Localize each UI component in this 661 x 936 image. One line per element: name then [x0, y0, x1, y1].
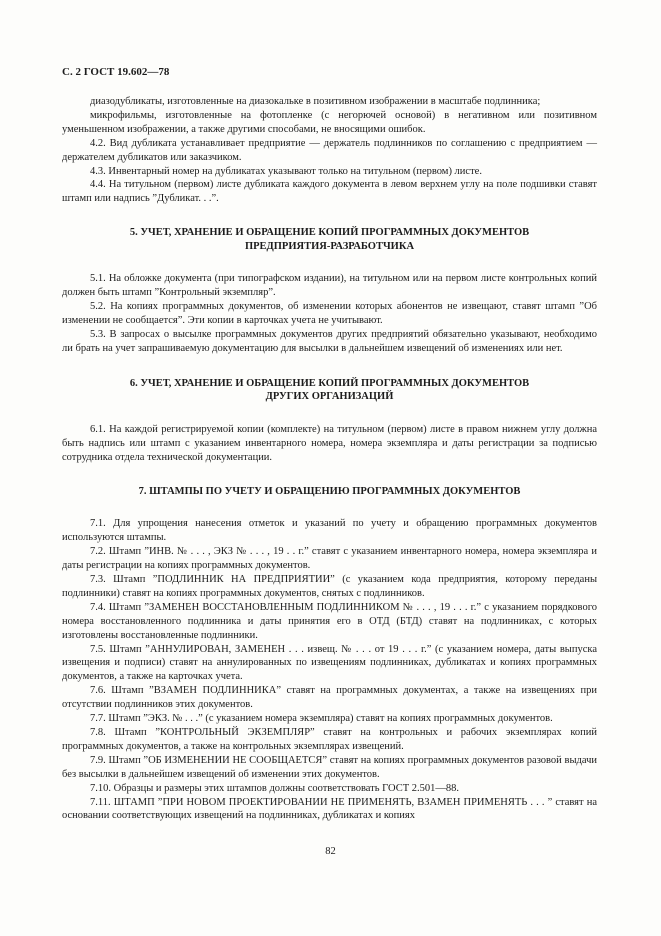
section-5-heading [62, 226, 597, 253]
paragraph: 7.9. Штамп ”ОБ ИЗМЕНЕНИИ НЕ СООБЩАЕТСЯ” ставят на копиях программных документов разовой выдачи без высылки в дальнейшем извещений об изменении этих документов. [62, 754, 597, 780]
section-6-title-line2: ДРУГИХ ОРГАНИЗАЦИЙ [265, 391, 394, 403]
paragraph: 7.10. Образцы и размеры этих штампов должны соответствовать ГОСТ 2.501—88. [90, 782, 459, 794]
paragraph: 4.3. Инвентарный номер на дубликатах указывают только на титульном (первом) листе. [90, 165, 482, 177]
paragraph: 5.1. На обложке документа (при типографском издании), на титульном или на первом листе контрольных копий должен быть штамп ”Контрольный экземпляр”. [62, 273, 597, 299]
paragraph: 4.4. На титульном (первом) листе дубликата каждого документа в левом верхнем углу на поле подшивки ставят штамп или надпись ”Дубликат. . .”. [62, 179, 597, 205]
paragraph: 5.2. На копиях программных документов, об изменении которых абонентов не извещают, ставят штамп ”Об изменении не сообщается”. Эти копии в карточках учета не учитывают. [62, 301, 597, 327]
document-body [62, 95, 597, 823]
section-7-heading: 7. ШТАМПЫ ПО УЧЕТУ И ОБРАЩЕНИЮ ПРОГРАММНЫХ ДОКУМЕНТОВ [138, 485, 521, 497]
paragraph: 7.11. ШТАМП ”ПРИ НОВОМ ПРОЕКТИРОВАНИИ НЕ ПРИМЕНЯТЬ, ВЗАМЕН ПРИМЕНЯТЬ . . . ” ставят на основании соответствующих извещений на подлинниках, дубликатах и копиях [62, 796, 597, 822]
paragraph: 4.2. Вид дубликата устанавливает предприятие — держатель подлинников по соглашению с предприятием — держателем дубликатов или заказчиком. [62, 137, 597, 163]
page-header: С. 2 ГОСТ 19.602—78 [62, 66, 170, 78]
section-5-title-line1: 5. УЧЕТ, ХРАНЕНИЕ И ОБРАЩЕНИЕ КОПИЙ ПРОГРАММНЫХ ДОКУМЕНТОВ [129, 227, 530, 239]
section-6-heading [62, 377, 597, 404]
page-number: 82 [325, 846, 336, 857]
paragraph: 7.2. Штамп ”ИНВ. № . . . , ЭКЗ № . . . , 19 . . г.” ставят с указанием инвентарного номера, номера экземпляра и даты регистрации на копиях программных документов. [62, 546, 597, 572]
paragraph: 7.6. Штамп ”ВЗАМЕН ПОДЛИННИКА” ставят на программных документах, а также на извещениях при отсутствии подлинников этих документов. [62, 685, 597, 711]
paragraph: 6.1. На каждой регистрируемой копии (комплекте) на титульном (первом) листе в правом нижнем углу должна быть надпись или штамп с указанием инвентарного номера, номера экземпляра и даты регистрации за подписью сотрудника отдела технической документации. [62, 424, 597, 463]
paragraph: 5.3. В запросах о высылке программных документов других предприятий обязательно указывают, необходимо ли брать на учет запрашиваемую документацию для высылки в дальнейшем извещений об изменениях или нет. [62, 329, 597, 354]
paragraph: 7.8. Штамп ”КОНТРОЛЬНЫЙ ЭКЗЕМПЛЯР” ставят на контрольных и рабочих экземплярах копий программных документов, а также на контрольных экземплярах извещений. [62, 726, 597, 752]
section-5-title-line2: ПРЕДПРИЯТИЯ-РАЗРАБОТЧИКА [244, 240, 415, 252]
section-6-title-line1: 6. УЧЕТ, ХРАНЕНИЕ И ОБРАЩЕНИЕ КОПИЙ ПРОГРАММНЫХ ДОКУМЕНТОВ [129, 377, 530, 389]
paragraph: диазодубликаты, изготовленные на диазокальке в позитивном изображении в масштабе подлинника; [90, 96, 541, 107]
paragraph: микрофильмы, изготовленные на фотопленке (с негорючей основой) в негативном или позитивном уменьшенном изображении, а также другими способами, не вносящими ошибок. [62, 109, 597, 135]
paragraph: 7.7. Штамп ”ЭКЗ. № . . .” (с указанием номера экземпляра) ставят на копиях программных документов. [90, 713, 553, 725]
paragraph: 7.1. Для упрощения нанесения отметок и указаний по учету и обращению программных документов используются штампы. [62, 518, 597, 544]
paragraph: 7.3. Штамп ”ПОДЛИННИК НА ПРЕДПРИЯТИИ” (с указанием кода предприятия, которому переданы подлинники) ставят на копиях программных документов, снятых с подлинников. [62, 574, 597, 599]
paragraph: 7.5. Штамп ”АННУЛИРОВАН, ЗАМЕНЕН . . . извещ. № . . . от 19 . . . г.” (с указанием номера, даты выпуска извещения и подписи) ставят на аннулированных по извещениям подлинниках, дубликатах и копиях программных документов, а также на карточках учета. [62, 643, 597, 683]
paragraph: 7.4. Штамп ”ЗАМЕНЕН ВОССТАНОВЛЕННЫМ ПОДЛИННИКОМ № . . . , 19 . . . г.” с указанием порядкового номера восстановленного подлинника и даты принятия его в ОТД (БТД) ставят на подлинниках, с которых изготовлены восстановленные подлинники. [62, 601, 597, 641]
